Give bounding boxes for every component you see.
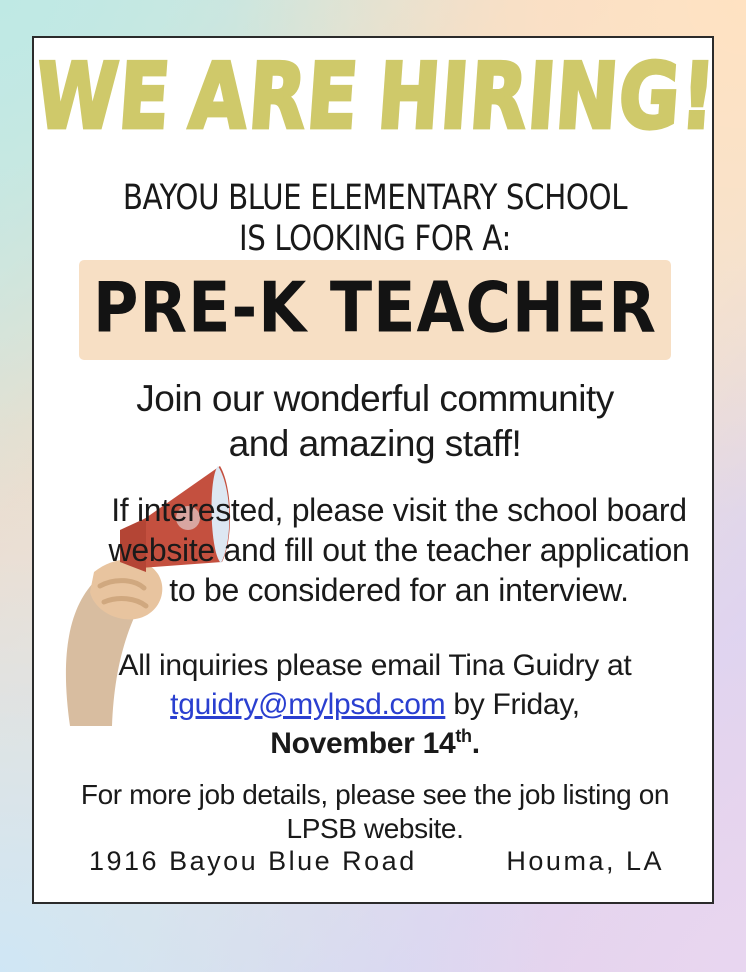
- title-letter: N: [552, 44, 621, 150]
- looking-for-line: IS LOOKING FOR A:: [238, 219, 512, 260]
- deadline-row: [56, 724, 694, 763]
- job-details-note: For more job details, please see the job listing on LPSB website.: [80, 779, 670, 845]
- title-letter: A: [186, 44, 251, 150]
- title-letter: R: [245, 44, 309, 150]
- address-street: 1916 Bayou Blue Road: [89, 846, 417, 876]
- title-letter: W: [32, 44, 121, 150]
- deadline-date: November 14: [270, 727, 456, 760]
- contact-email-row: [56, 685, 694, 724]
- title-letter: E: [303, 44, 360, 150]
- contact-block: [56, 646, 694, 763]
- school-name-line: BAYOU BLUE ELEMENTARY SCHOOL: [122, 178, 628, 218]
- page-title: [32, 44, 718, 150]
- deadline-ordinal: th: [455, 726, 472, 746]
- title-letter: H: [374, 44, 443, 150]
- community-message-line-1: Join our wonderful community: [136, 378, 614, 419]
- title-letter: !: [677, 44, 718, 150]
- school-heading: [58, 178, 692, 261]
- title-letter: I: [524, 44, 558, 150]
- address-row: [89, 846, 664, 877]
- title-letter: G: [615, 44, 683, 150]
- title-letter: I: [437, 44, 472, 150]
- email-link[interactable]: tguidry@mylpsd.com: [170, 688, 446, 721]
- deadline-period: .: [471, 727, 480, 760]
- title-letter: R: [466, 44, 530, 150]
- community-message-line-2: and amazing staff!: [228, 423, 522, 465]
- job-title-band: [79, 260, 671, 360]
- application-instructions: If interested, please visit the school board website and fill out the teacher application to be considered for an interview.: [108, 492, 690, 608]
- email-suffix: by Friday,: [445, 688, 580, 721]
- contact-intro: All inquiries please email Tina Guidry at: [118, 649, 632, 682]
- job-title: PRE-K TEACHER: [92, 266, 657, 349]
- flyer-card: [32, 36, 718, 904]
- title-letter: E: [115, 44, 173, 150]
- address-city: Houma, LA: [506, 846, 664, 876]
